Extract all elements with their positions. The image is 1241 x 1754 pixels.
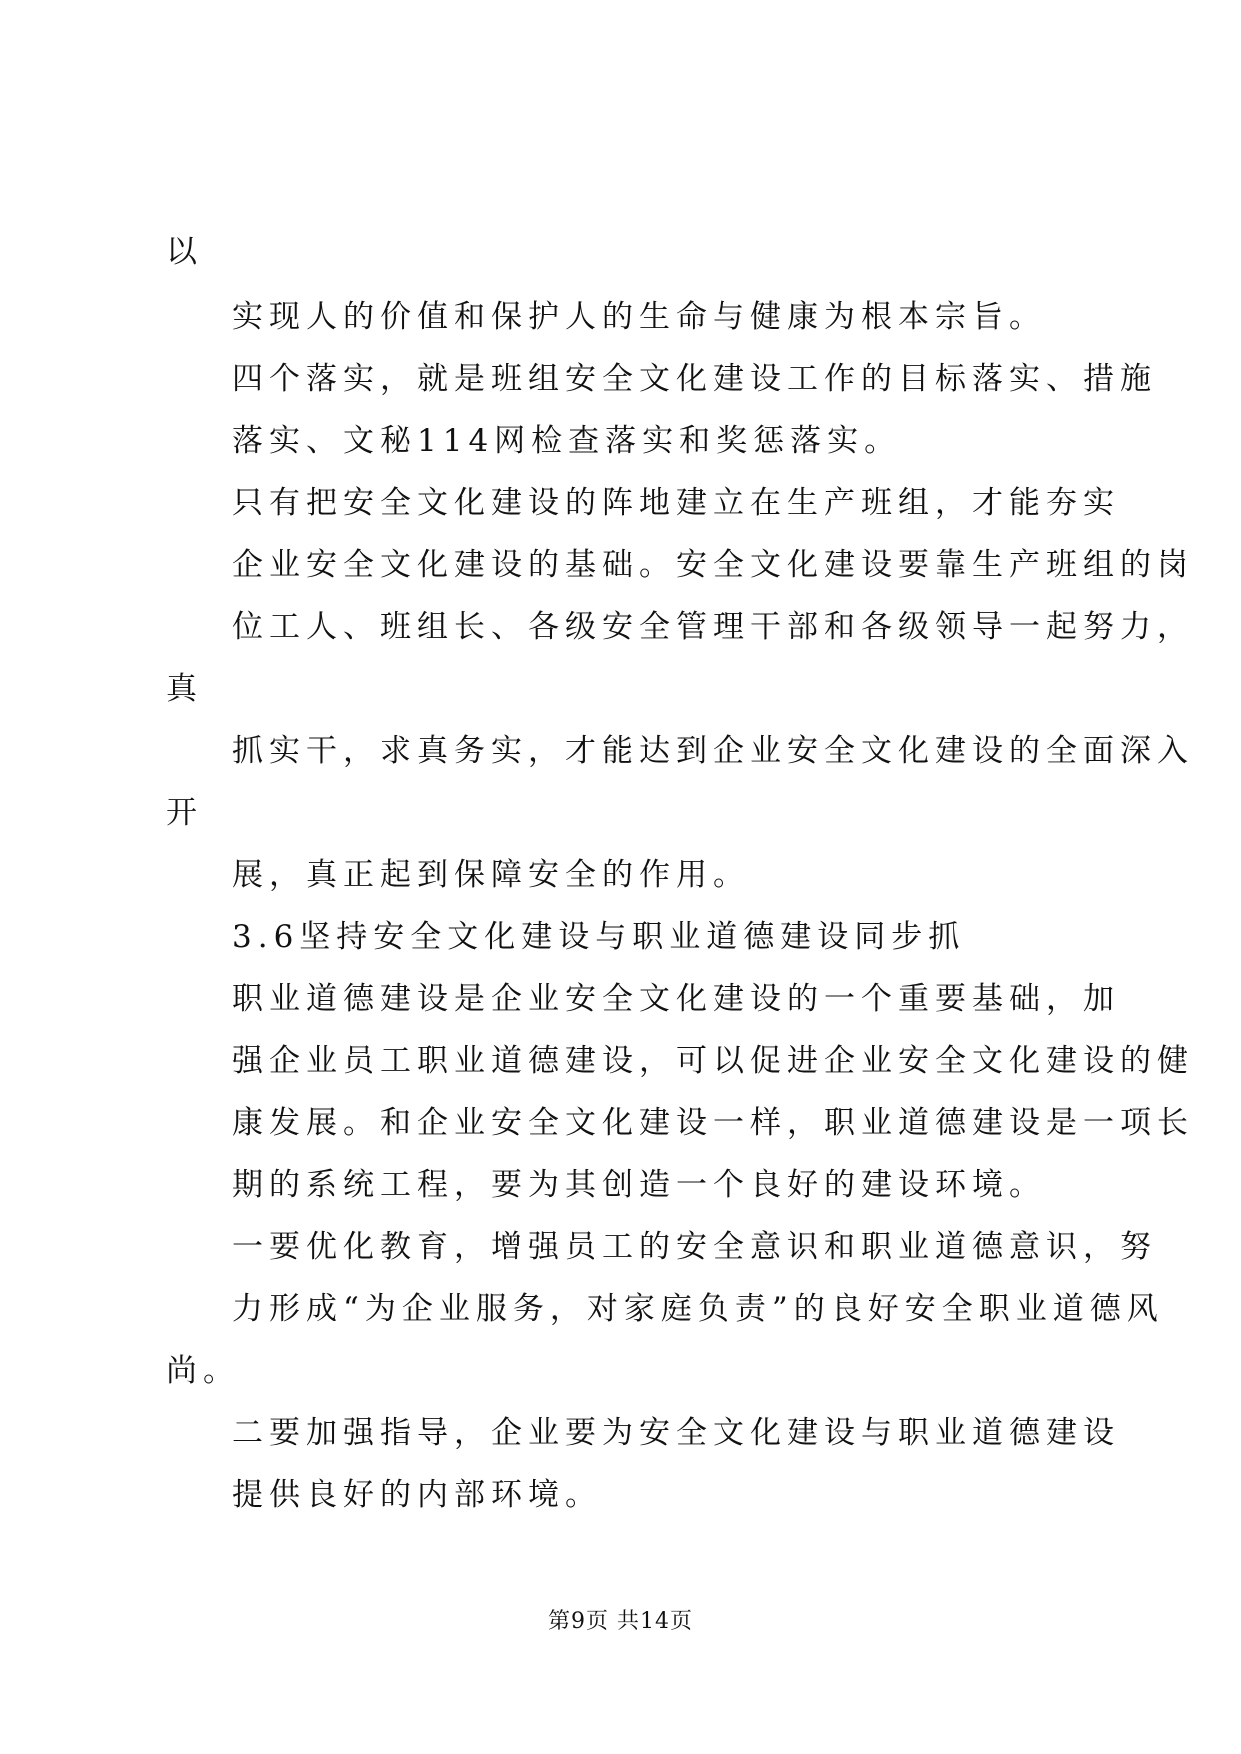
text-line: 开: [166, 795, 203, 831]
text-line: 真: [166, 671, 203, 707]
text-line: 一要优化教育，增强员工的安全意识和职业道德意识，努: [232, 1229, 1157, 1265]
text-line: 位工人、班组长、各级安全管理干部和各级领导一起努力，: [232, 609, 1194, 645]
text-line: 力形成“为企业服务，对家庭负责”的良好安全职业道德风: [232, 1291, 1164, 1327]
text-line: 二要加强指导，企业要为安全文化建设与职业道德建设: [232, 1415, 1120, 1451]
text-line: 期的系统工程，要为其创造一个良好的建设环境。: [232, 1167, 1046, 1203]
text-line: 四个落实，就是班组安全文化建设工作的目标落实、措施: [232, 361, 1157, 397]
page-number-footer: 第9页 共14页: [548, 1609, 693, 1634]
text-line: 展，真正起到保障安全的作用。: [232, 857, 750, 893]
text-line: 落实、文秘114网检查落实和奖惩落实。: [232, 423, 902, 459]
text-line: 实现人的价值和保护人的生命与健康为根本宗旨。: [232, 299, 1046, 335]
text-line: 抓实干，求真务实，才能达到企业安全文化建设的全面深入: [232, 733, 1194, 769]
text-line: 尚。: [166, 1353, 240, 1389]
text-line: 职业道德建设是企业安全文化建设的一个重要基础，加: [232, 981, 1120, 1017]
text-line: 只有把安全文化建设的阵地建立在生产班组，才能夯实: [232, 485, 1120, 521]
text-line: 康发展。和企业安全文化建设一样，职业道德建设是一项长: [232, 1105, 1194, 1141]
section-heading: 3.6坚持安全文化建设与职业道德建设同步抓: [232, 919, 966, 955]
text-line: 强企业员工职业道德建设，可以促进企业安全文化建设的健: [232, 1043, 1194, 1079]
text-line: 提供良好的内部环境。: [232, 1477, 602, 1513]
text-line: 企业安全文化建设的基础。安全文化建设要靠生产班组的岗: [232, 547, 1194, 583]
text-line: 以: [166, 234, 203, 270]
